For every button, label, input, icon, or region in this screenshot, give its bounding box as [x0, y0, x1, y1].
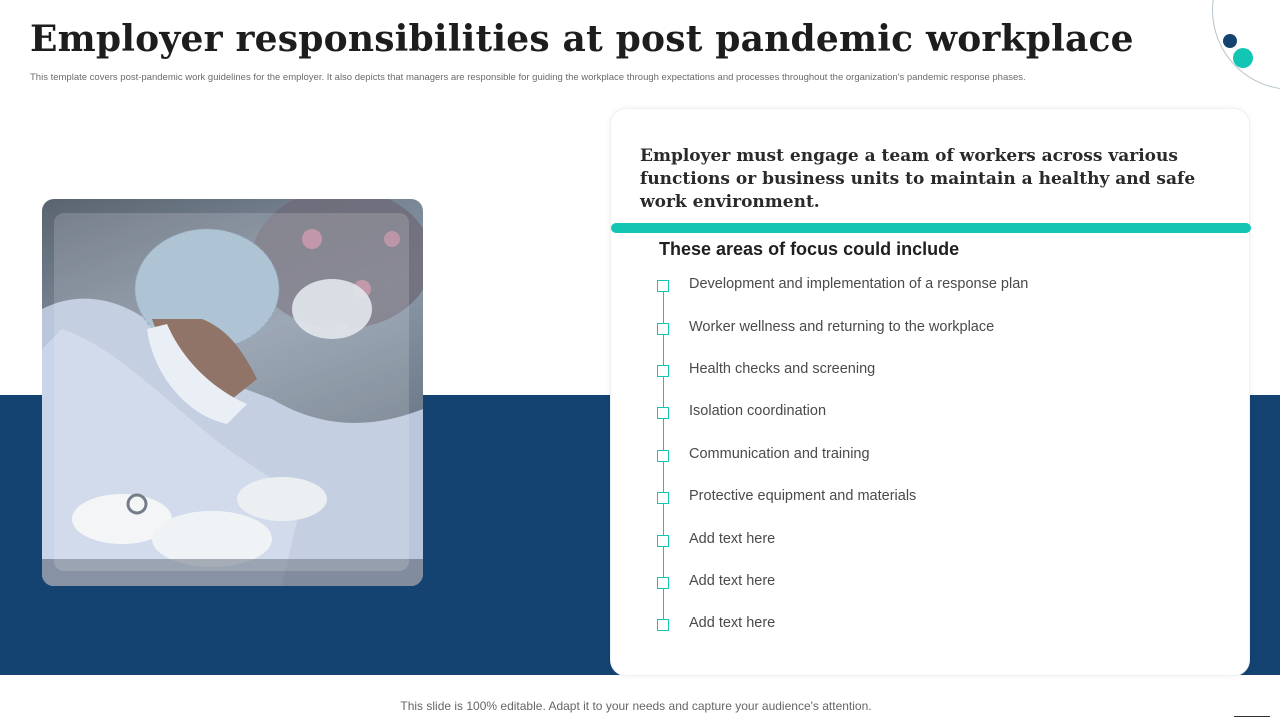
photo-overlay-panel: [54, 213, 409, 571]
focus-item-label: Isolation coordination: [689, 403, 827, 419]
focus-item: [657, 488, 1217, 508]
focus-item-label: Health checks and screening: [689, 361, 876, 377]
square-bullet-icon: [657, 577, 669, 589]
square-bullet-icon: [657, 450, 669, 462]
focus-item-label: Add text here: [689, 615, 776, 631]
focus-item: [657, 361, 1217, 381]
square-bullet-icon: [657, 365, 669, 377]
square-bullet-icon: [657, 323, 669, 335]
focus-heading: These areas of focus could include: [659, 239, 960, 259]
focus-item: [657, 319, 1217, 339]
square-bullet-icon: [657, 492, 669, 504]
footer-divider: [1234, 716, 1270, 717]
focus-item-label: Add text here: [689, 531, 776, 547]
square-bullet-icon: [657, 280, 669, 292]
footer-note: This slide is 100% editable. Adapt it to your needs and capture your audience's attention.: [400, 699, 872, 713]
page-title: Employer responsibilities at post pandemic workplace: [30, 18, 1134, 60]
decorative-dot-teal: [1233, 48, 1253, 68]
square-bullet-icon: [657, 407, 669, 419]
focus-item: [657, 615, 1217, 635]
focus-item: [657, 531, 1217, 551]
card-lead-text: Employer must engage a team of workers across various functions or business units to maintain a healthy and safe work environment.: [640, 146, 1196, 212]
card-divider-bar: [611, 223, 1251, 233]
square-bullet-icon: [657, 619, 669, 631]
decorative-dot-navy: [1223, 34, 1237, 48]
page-subtitle: This template covers post-pandemic work guidelines for the employer. It also depicts that managers are responsible for guiding the workplace through expectations and processes throughout the organization's pandemic response phases.: [30, 72, 1026, 83]
focus-item-label: Communication and training: [689, 446, 870, 462]
focus-item-label: Development and implementation of a response plan: [689, 276, 1029, 292]
focus-card: [610, 108, 1250, 676]
focus-item: [657, 573, 1217, 593]
focus-item: [657, 276, 1217, 296]
focus-item: [657, 446, 1217, 466]
focus-item-label: Add text here: [689, 573, 776, 589]
focus-item: [657, 403, 1217, 423]
surgeon-photo: [42, 199, 423, 586]
focus-item-label: Protective equipment and materials: [689, 488, 917, 504]
focus-item-label: Worker wellness and returning to the workplace: [689, 319, 995, 335]
square-bullet-icon: [657, 535, 669, 547]
